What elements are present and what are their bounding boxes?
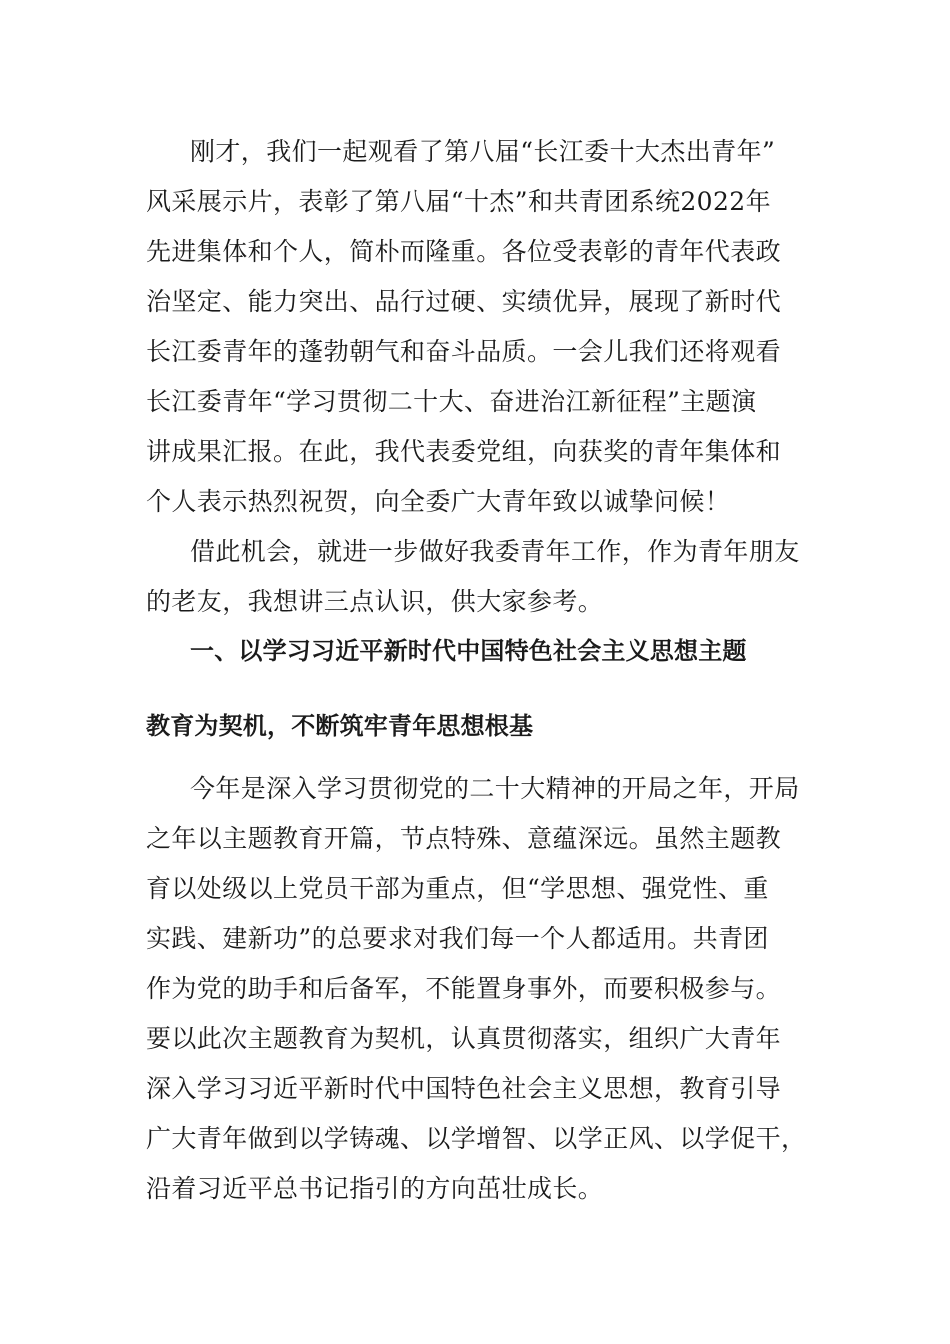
paragraph-1-line-5: 长江委青年的蓬勃朝气和奋斗品质。一会儿我们还将观看 — [146, 337, 782, 366]
paragraph-1-line-1: 刚才，我们一起观看了第八届“长江委十大杰出青年” — [190, 137, 776, 166]
paragraph-1-line-3: 先进集体和个人，简朴而隆重。各位受表彰的青年代表政 — [146, 237, 782, 266]
paragraph-3-line-6: 要以此次主题教育为契机，认真贯彻落实，组织广大青年 — [146, 1024, 782, 1053]
paragraph-1-line-4: 治坚定、能力突出、品行过硬、实绩优异，展现了新时代 — [146, 287, 782, 316]
paragraph-2-line-1: 借此机会，就进一步做好我委青年工作，作为青年朋友 — [190, 537, 800, 566]
paragraph-3-line-3: 育以处级以上党员干部为重点，但“学思想、强党性、重 — [146, 874, 769, 903]
section-heading-line-1: 一、以学习习近平新时代中国特色社会主义思想主题 — [190, 637, 747, 665]
paragraph-3-line-5: 作为党的助手和后备军，不能置身事外，而要积极参与。 — [146, 974, 782, 1003]
paragraph-3-line-8: 广大青年做到以学铸魂、以学增智、以学正风、以学促干， — [146, 1124, 807, 1153]
paragraph-2-line-2: 的老友，我想讲三点认识，供大家参考。 — [146, 587, 604, 616]
section-heading-line-2: 教育为契机，不断筑牢青年思想根基 — [146, 712, 534, 740]
paragraph-1-line-6: 长江委青年“学习贯彻二十大、奋进治江新征程”主题演 — [146, 387, 757, 416]
paragraph-1-line-8: 个人表示热烈祝贺，向全委广大青年致以诚挚问候！ — [146, 487, 731, 516]
paragraph-3-line-7: 深入学习习近平新时代中国特色社会主义思想，教育引导 — [146, 1074, 782, 1103]
paragraph-3-line-9: 沿着习近平总书记指引的方向茁壮成长。 — [146, 1174, 604, 1203]
paragraph-1-line-2: 风采展示片，表彰了第八届“十杰”和共青团系统2022年 — [146, 187, 771, 216]
paragraph-3-line-1: 今年是深入学习贯彻党的二十大精神的开局之年，开局 — [190, 774, 800, 803]
paragraph-1-line-7: 讲成果汇报。在此，我代表委党组，向获奖的青年集体和 — [146, 437, 782, 466]
paragraph-3-line-4: 实践、建新功”的总要求对我们每一个人都适用。共青团 — [146, 924, 769, 953]
paragraph-3-line-2: 之年以主题教育开篇，节点特殊、意蕴深远。虽然主题教 — [146, 824, 782, 853]
